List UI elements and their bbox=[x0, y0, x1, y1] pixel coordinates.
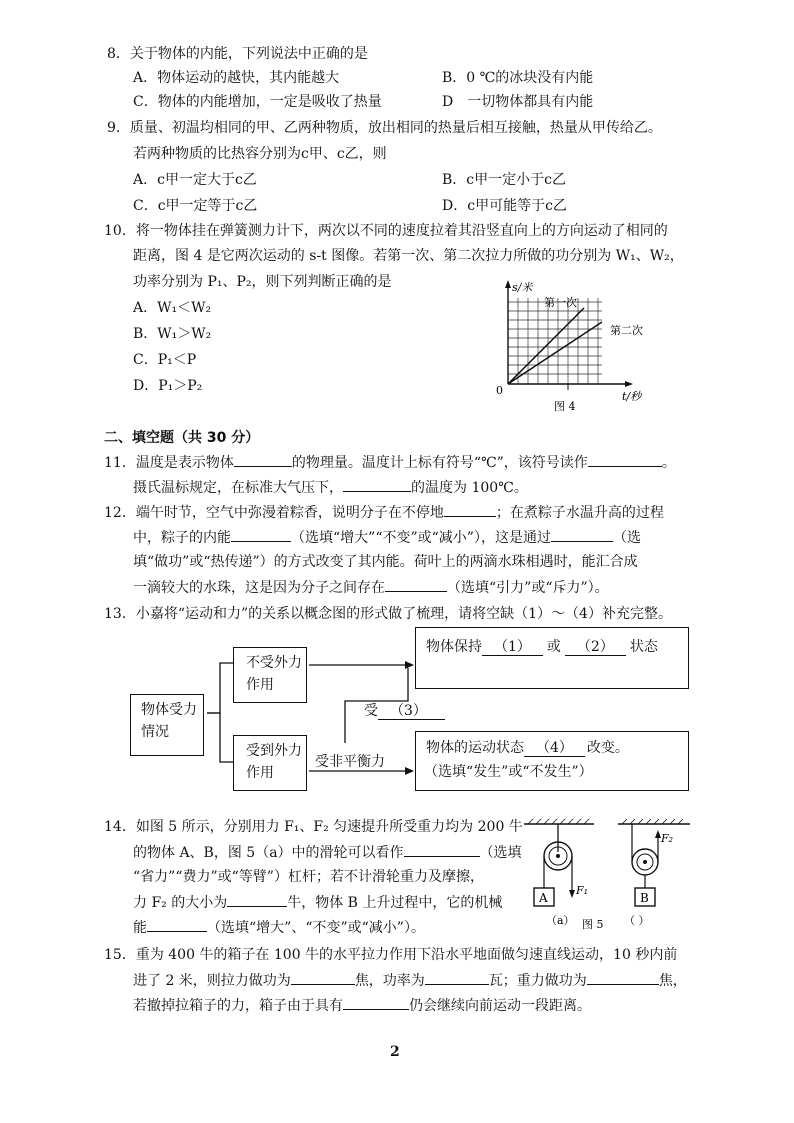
q10-option-c: C．P₁＜P bbox=[133, 352, 197, 368]
q12-line3: 填“做功”或“热传递”）的方式改变了其内能。荷叶上的两滴水珠相遇时，能汇合成 bbox=[133, 554, 638, 570]
q10-stem-line1: 10．将一物体挂在弹簧测力计下，两次以不同的速度拉着其沿竖直向上的方向运动了相同的 bbox=[104, 223, 668, 239]
q14-line4: 力 F₂ 的大小为 牛，物体 B 上升过程中，它的机械 bbox=[133, 892, 502, 913]
concept-keep-state-box bbox=[415, 627, 689, 689]
st-graph-figure bbox=[488, 278, 658, 418]
q8-option-a: A．物体运动的越快，其内能越大 bbox=[133, 70, 340, 86]
concept-receive-text: 受 （3） bbox=[364, 701, 445, 721]
q14-blank-1[interactable] bbox=[404, 842, 480, 857]
x-axis-arrow bbox=[625, 381, 633, 387]
block-a-label: A bbox=[539, 891, 548, 905]
figure-5-caption: 图 5 bbox=[582, 918, 604, 931]
q15-blank-4[interactable] bbox=[343, 995, 409, 1010]
q9-option-b: B．c甲一定小于c乙 bbox=[442, 172, 566, 188]
q15-blank-2[interactable] bbox=[425, 970, 489, 985]
q11-line1: 11．温度是表示物体 的物理量。温度计上标有符号“℃”，该符号读作 。 bbox=[104, 452, 676, 473]
series-first-label: 第一次 bbox=[544, 296, 577, 309]
q12-blank-3[interactable] bbox=[551, 527, 613, 542]
q12-line4: 一滴较大的水珠，这是因为分子之间存在 （选填“引力”或“斥力”）。 bbox=[133, 577, 609, 598]
q9-option-a: A．c甲一定大于c乙 bbox=[133, 172, 257, 188]
q11-blank-2[interactable] bbox=[588, 452, 662, 467]
q11-line2: 摄氏温标规定，在标准大气压下， 的温度为 100℃。 bbox=[133, 477, 528, 498]
q14-line2: 的物体 A、B，图 5（a）中的滑轮可以看作 （选填 bbox=[133, 842, 522, 863]
q15-line1: 15．重为 400 牛的箱子在 100 牛的水平拉力作用下沿水平地面做匀速直线运动，10 秒内前 bbox=[104, 947, 678, 963]
figure-4-caption: 图 4 bbox=[554, 400, 576, 413]
q9-stem-line1: 9．质量、初温均相同的甲、乙两种物质，放出相同的热量后相互接触，热量从甲传给乙。 bbox=[107, 120, 662, 136]
q10-option-a: A．W₁＜W₂ bbox=[133, 300, 212, 316]
q12-line2: 中，粽子的内能 （选填“增大”“不变”或“减小”），这是通过 （选 bbox=[133, 527, 641, 548]
q14-line1: 14．如图 5 所示，分别用力 F₁、F₂ 匀速提升所受重力均为 200 牛 bbox=[104, 819, 523, 835]
y-axis-arrow bbox=[505, 280, 511, 288]
concept-blank-3[interactable]: （3） bbox=[378, 703, 445, 720]
q15-line3: 若撤掉拉箱子的力，箱子由于具有 仍会继续向前运动一段距离。 bbox=[133, 995, 591, 1016]
concept-blank-4[interactable]: （4） bbox=[524, 740, 585, 757]
concept-blank-2[interactable]: （2） bbox=[565, 639, 626, 656]
concept-root-box: 物体受力情况 bbox=[130, 694, 204, 756]
q8-option-b: B．0 ℃的冰块没有内能 bbox=[442, 70, 594, 86]
q15-blank-1[interactable] bbox=[291, 970, 355, 985]
series-first-line bbox=[508, 308, 584, 384]
q10-option-b: B．W₁＞W₂ bbox=[133, 326, 212, 342]
q15-blank-3[interactable] bbox=[587, 970, 659, 985]
q10-stem-line3: 功率分别为 P₁、P₂，则下列判断正确的是 bbox=[133, 274, 392, 290]
concept-blank-1[interactable]: （1） bbox=[482, 639, 543, 656]
force-f1-label: F₁ bbox=[576, 884, 589, 897]
q15-line2: 进了 2 米，则拉力做功为 焦，功率为 瓦；重力做功为 焦， bbox=[133, 970, 687, 991]
q11-blank-3[interactable] bbox=[343, 477, 411, 492]
pulley-figure bbox=[522, 816, 702, 946]
q10-stem-line2: 距离，图 4 是它两次运动的 s-t 图像。若第一次、第二次拉力所做的功分别为 W₁、W₂， bbox=[133, 248, 684, 264]
graph-grid bbox=[508, 298, 602, 384]
concept-keep-state-text: 物体保持 （1） 或 （2） 状态 bbox=[426, 639, 658, 655]
q13-stem: 13．小嘉将“运动和力”的关系以概念图的形式做了梳理，请将空缺（1）～（4）补充完整。 bbox=[104, 606, 672, 622]
y-axis-label: s/米 bbox=[512, 281, 533, 294]
q12-blank-1[interactable] bbox=[444, 502, 496, 517]
series-second-label: 第二次 bbox=[610, 324, 643, 337]
q14-line5: 能 （选填“增大”、“不变”或“减小”）。 bbox=[133, 917, 425, 938]
q9-stem-line2: 若两种物质的比热容分别为c甲、c乙，则 bbox=[133, 146, 387, 162]
q9-option-c: C．c甲一定等于c乙 bbox=[133, 198, 258, 214]
figure-a-label: （a） bbox=[546, 914, 575, 927]
q8-stem: 8．关于物体的内能，下列说法中正确的是 bbox=[107, 46, 368, 62]
q14-line3: “省力”“费力”或“等臂”）杠杆；若不计滑轮重力及摩擦， bbox=[133, 869, 484, 885]
q11-blank-1[interactable] bbox=[234, 452, 292, 467]
concept-unbalanced-label: 受非平衡力 bbox=[315, 754, 385, 770]
concept-change-hint: （选填“发生”或“不发生”） bbox=[424, 764, 593, 780]
q14-blank-3[interactable] bbox=[147, 917, 207, 932]
q8-option-d: D 一切物体都具有内能 bbox=[442, 94, 594, 110]
q12-blank-2[interactable] bbox=[231, 527, 291, 542]
section-2-title: 二、填空题（共 30 分） bbox=[104, 430, 260, 446]
concept-with-force-box: 受到外力作用 bbox=[233, 735, 307, 791]
q12-blank-4[interactable] bbox=[385, 577, 447, 592]
concept-change-state-box bbox=[415, 731, 689, 791]
concept-change-state-text: 物体的运动状态 （4） 改变。 bbox=[426, 740, 629, 756]
force-f2-label: F₂ bbox=[661, 832, 674, 845]
figure-b-label: （ ） bbox=[624, 914, 650, 927]
q9-option-d: D．c甲可能等于c乙 bbox=[442, 198, 567, 214]
block-b-label: B bbox=[640, 891, 649, 905]
x-axis-label: t/秒 bbox=[622, 390, 642, 403]
concept-no-force-box: 不受外力作用 bbox=[233, 647, 307, 703]
origin-label: 0 bbox=[496, 384, 503, 397]
page-number: 2 bbox=[390, 1044, 400, 1060]
q12-line1: 12．端午时节，空气中弥漫着粽香，说明分子在不停地 ；在煮粽子水温升高的过程 bbox=[104, 502, 664, 523]
q10-option-d: D．P₁＞P₂ bbox=[133, 378, 203, 394]
q14-blank-2[interactable] bbox=[227, 892, 287, 907]
q8-option-c: C．物体的内能增加，一定是吸收了热量 bbox=[133, 94, 382, 110]
